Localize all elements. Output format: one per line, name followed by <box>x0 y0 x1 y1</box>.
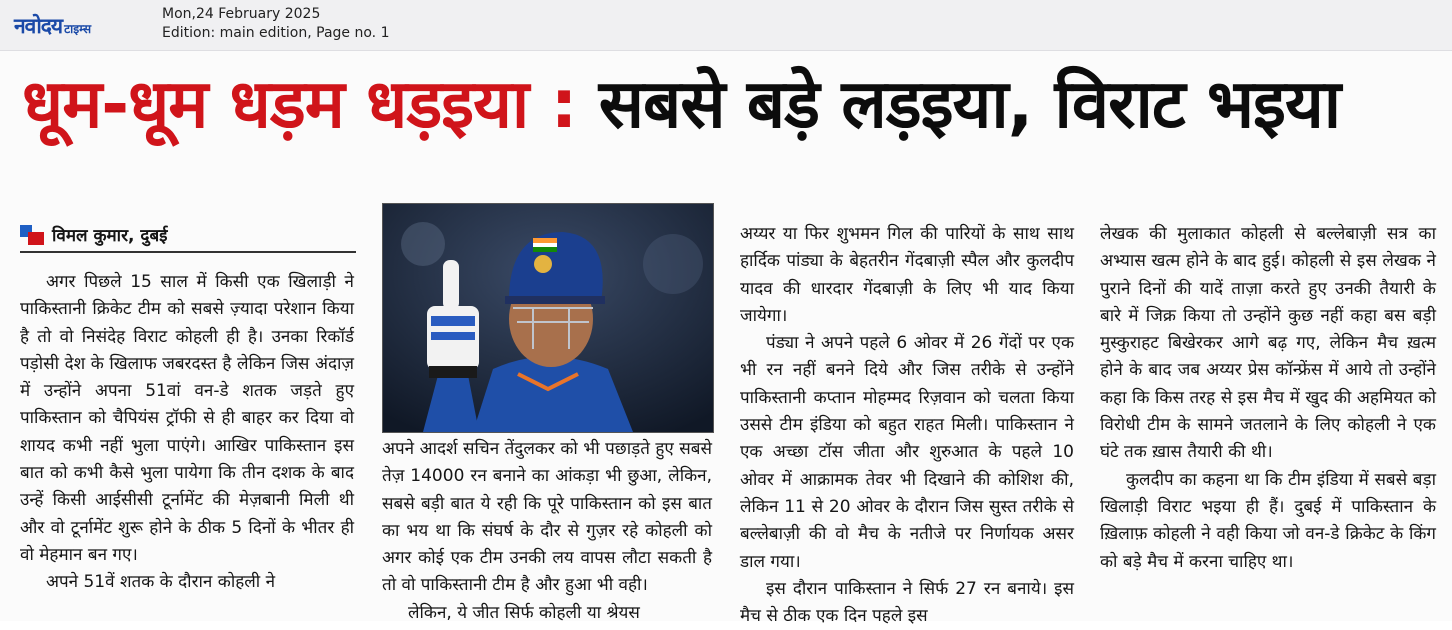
paragraph: लेखक की मुलाकात कोहली से बल्लेबाज़ी सत्र का अभ्यास खत्म होने के बाद हुई। कोहली से इस लेखक ने पुराने दिनों की यादें ताज़ा करते हुए उनकी तैयारी के बारे में जिक्र किया तो उन्होंने कुछ नहीं कहा बस बड़ी मुस्कुराहट बिखेरकर आगे बढ़ गए, लेकिन मैच ख़त्म होने के बाद जब अय्यर प्रेस कॉन्फ्रेंस में आये तो उन्होंने कहा कि किस तरह से इस मैच में खुद की अहमियत को विरोधी टीम के सामने जतलाने के लिए कोहली ने एक घंटे तक ख़ास तैयारी की थी। <box>1100 224 1436 463</box>
paragraph: अपने आदर्श सचिन तेंदुलकर को भी पछाड़ते हुए सबसे तेज़ 14000 रन बनाने का आंकड़ा भी छुआ, लेकिन, सबसे बड़ी बात ये रही कि पूरे पाकिस्तान को इस बात का भय था कि संघर्ष के दौर से गुज़र रहे कोहली को अगर कोई एक टीम उनकी लय वापस लौटा सकती है तो वो पाकिस्तानी टीम है और हुआ भी वही। <box>382 439 712 596</box>
paragraph: अय्यर या फिर शुभमन गिल की पारियों के साथ साथ हार्दिक पांड्या के बेहतरीन गेंदबाज़ी स्पैल और कुलदीप यादव की धारदार गेंदबाज़ी के लिए भी याद किया जायेगा। <box>740 224 1074 326</box>
newspaper-page <box>0 51 1452 627</box>
edition-date: Mon,24 February 2025 <box>162 6 321 22</box>
article-column-4 <box>1100 221 1436 576</box>
paragraph: अगर पिछले 15 साल में किसी एक खिलाड़ी ने पाकिस्तानी क्रिकेट टीम को सबसे ज़्यादा परेशान किया है तो वो निसंदेह विराट कोहली ही है। उनका रिकॉर्ड पड़ोसी देश के खिलाफ जबरदस्त है लेकिन जिस अंदाज़ में उन्होंने अपना 51वां वन-डे शतक जड़ते हुए पाकिस्तान को चैपियंस ट्रॉफी से ही बाहर कर दिया वो शायद कभी नहीं भुला पाएंगे। आखिर पाकिस्तान इस बात को कभी कैसे भुला पायेगा कि तीन दशक के बाद उन्हें किसी आईसीसी टूर्नामेंट की मेज़बानी मिली थी और वो टूर्नामेंट शुरू होने के ठीक 5 दिनों के भीतर ही वो मेहमान बन गए। <box>20 272 354 565</box>
paragraph: कुलदीप का कहना था कि टीम इंडिया में सबसे बड़ा खिलाड़ी विराट भइया ही हैं। दुबई में पाकिस्तान के ख़िलाफ़ कोहली ने वही किया जो वन-डे क्रिकेट के किंग को बड़े मैच में करना चाहिए था। <box>1100 469 1436 572</box>
headline-red: धूम-धूम धड़म धड़इया : <box>22 65 577 143</box>
paragraph: पंड्या ने अपने पहले 6 ओवर में 26 गेंदों पर एक भी रन नहीं बनने दिये और जिस तरीके से उन्होंने पाकिस्तानी कप्तान मोहम्मद रिज़वान को चलता किया उससे टीम इंडिया को बहुत राहत मिली। पाकिस्तान ने एक अच्छा टॉस जीता और शुरुआत के पहले 10 ओवर में आक्रामक तेवर भी दिखाने की कोशिश की, लेकिन 11 से 20 ओवर के दौरान जिस सुस्त तरीके से बल्लेबाज़ी की वो मैच के नतीजे पर निर्णायक असर डाल गया। <box>740 333 1074 572</box>
byline-divider <box>20 251 356 253</box>
edition-page: Edition: main edition, Page no. 1 <box>162 25 390 41</box>
article-column-1 <box>20 269 354 597</box>
edition-info <box>162 5 390 43</box>
newspaper-logo[interactable] <box>14 12 91 40</box>
article-column-2 <box>382 436 712 627</box>
article-photo <box>382 203 714 433</box>
byline-author: विमल कुमार, दुबई <box>52 226 168 246</box>
headline <box>22 55 1432 153</box>
edition-header <box>0 0 1452 51</box>
logo-sub: टाइम्स <box>64 22 92 36</box>
headline-black: सबसे बड़े लड़इया, विराट भइया <box>598 65 1341 143</box>
paragraph: अपने 51वें शतक के दौरान कोहली ने <box>46 572 276 593</box>
paragraph: लेकिन, ये जीत सिर्फ कोहली या श्रेयस <box>408 602 640 623</box>
byline-marker-icon <box>20 225 44 245</box>
paragraph: इस दौरान पाकिस्तान ने सिर्फ 27 रन बनाये। इस मैच से ठीक एक दिन पहले इस <box>740 578 1074 627</box>
logo-main: नवोदय <box>14 14 63 38</box>
article-column-3 <box>740 221 1074 630</box>
cricketer-photo-icon <box>383 204 713 432</box>
